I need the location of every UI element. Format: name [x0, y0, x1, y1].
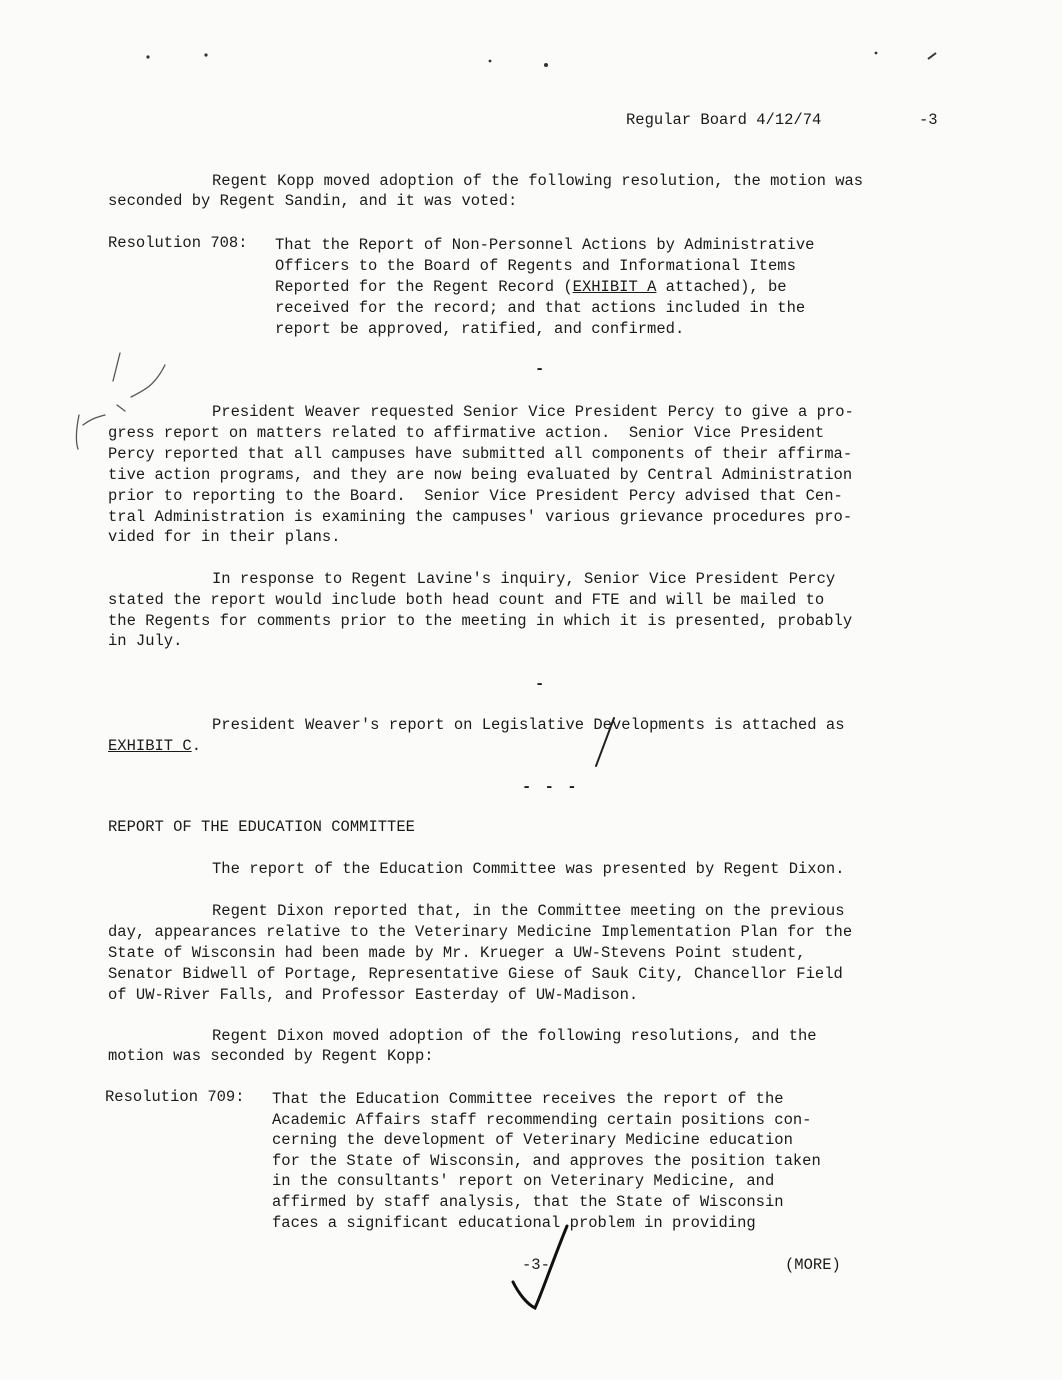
margin-scribble-icon	[65, 345, 185, 465]
para3-line4: in July.	[108, 632, 183, 650]
footer-more: (MORE)	[785, 1256, 841, 1274]
para6-line5: of UW-River Falls, and Professor Easterday of UW-Madison.	[108, 986, 639, 1004]
scan-specks-icon	[140, 45, 960, 85]
para5: The report of the Education Committee was presented by Regent Dixon.	[212, 860, 845, 878]
para2-line5: prior to reporting to the Board. Senior Vice President Percy advised that Cen-	[108, 487, 843, 505]
resolution-709-line2: Academic Affairs staff recommending certain positions con-	[272, 1111, 812, 1129]
para4-line1: President Weaver's report on Legislative Developments is attached as	[212, 716, 845, 734]
resolution-708-line4: received for the record; and that actions included in the	[275, 299, 806, 317]
para2-line3: Percy reported that all campuses have submitted all components of their affirma-	[108, 445, 853, 463]
resolution-708-line3	[275, 277, 787, 298]
separator-1: -	[535, 360, 547, 378]
pen-stroke-icon	[590, 712, 620, 772]
para6-line1: Regent Dixon reported that, in the Committee meeting on the previous	[212, 902, 845, 920]
separator-2: -	[535, 675, 547, 693]
para2-line6: tral Administration is examining the campuses' various grievance procedures pro-	[108, 508, 853, 526]
para2-line2: gress report on matters related to affirmative action. Senior Vice President	[108, 424, 825, 442]
resolution-708-line2: Officers to the Board of Regents and Informational Items	[275, 257, 796, 275]
para4-end: .	[191, 737, 202, 755]
para3-line2: stated the report would include both head count and FTE and will be mailed to	[108, 591, 825, 609]
resolution-709-line1: That the Education Committee receives the report of the	[272, 1090, 784, 1108]
resolution-709-line6: affirmed by staff analysis, that the State of Wisconsin	[272, 1193, 784, 1211]
resolution-709-line5: in the consultants' report on Veterinary Medicine, and	[272, 1172, 775, 1190]
para1-line1: Regent Kopp moved adoption of the following resolution, the motion was	[212, 172, 864, 190]
resolution-708-line3-end: attached), be	[656, 278, 787, 296]
resolution-709-label: Resolution 709:	[105, 1088, 245, 1106]
para1-line2: seconded by Regent Sandin, and it was voted:	[108, 192, 518, 210]
resolution-708-line5: report be approved, ratified, and confirmed.	[275, 320, 685, 338]
resolution-709-line4: for the State of Wisconsin, and approves the position taken	[272, 1152, 821, 1170]
header-page-ref: -3	[919, 111, 938, 129]
para3-line3: the Regents for comments prior to the meeting in which it is presented, probably	[108, 612, 853, 630]
checkmark-icon	[505, 1220, 575, 1315]
exhibit-c-reference: EXHIBIT C	[108, 737, 192, 755]
para3-line1: In response to Regent Lavine's inquiry, Senior Vice President Percy	[212, 570, 836, 588]
resolution-708-line1: That the Report of Non-Personnel Actions by Administrative	[275, 236, 815, 254]
para7-line1: Regent Dixon moved adoption of the following resolutions, and the	[212, 1027, 817, 1045]
para6-line3: State of Wisconsin had been made by Mr. Krueger a UW-Stevens Point student,	[108, 944, 806, 962]
para2-line1: President Weaver requested Senior Vice President Percy to give a pro-	[212, 403, 854, 421]
footer-page-number: -3-	[522, 1256, 550, 1274]
header-title: Regular Board 4/12/74	[626, 111, 822, 129]
resolution-709-line7: faces a significant educational problem in providing	[272, 1214, 756, 1232]
para2-line4: tive action programs, and they are now being evaluated by Central Administration	[108, 466, 853, 484]
para6-line4: Senator Bidwell of Portage, Representative Giese of Sauk City, Chancellor Field	[108, 965, 843, 983]
resolution-708-label: Resolution 708:	[108, 234, 248, 252]
para7-line2: motion was seconded by Regent Kopp:	[108, 1047, 434, 1065]
separator-3: - - -	[522, 778, 579, 796]
para4-line2	[108, 736, 201, 757]
exhibit-a-reference: EXHIBIT A	[572, 278, 657, 296]
para6-line2: day, appearances relative to the Veterinary Medicine Implementation Plan for the	[108, 923, 853, 941]
resolution-708-line3-start: Reported for the Regent Record (	[275, 278, 573, 296]
para2-line7: vided for in their plans.	[108, 528, 341, 546]
section-heading: REPORT OF THE EDUCATION COMMITTEE	[108, 818, 415, 836]
resolution-709-line3: cerning the development of Veterinary Medicine education	[272, 1131, 793, 1149]
